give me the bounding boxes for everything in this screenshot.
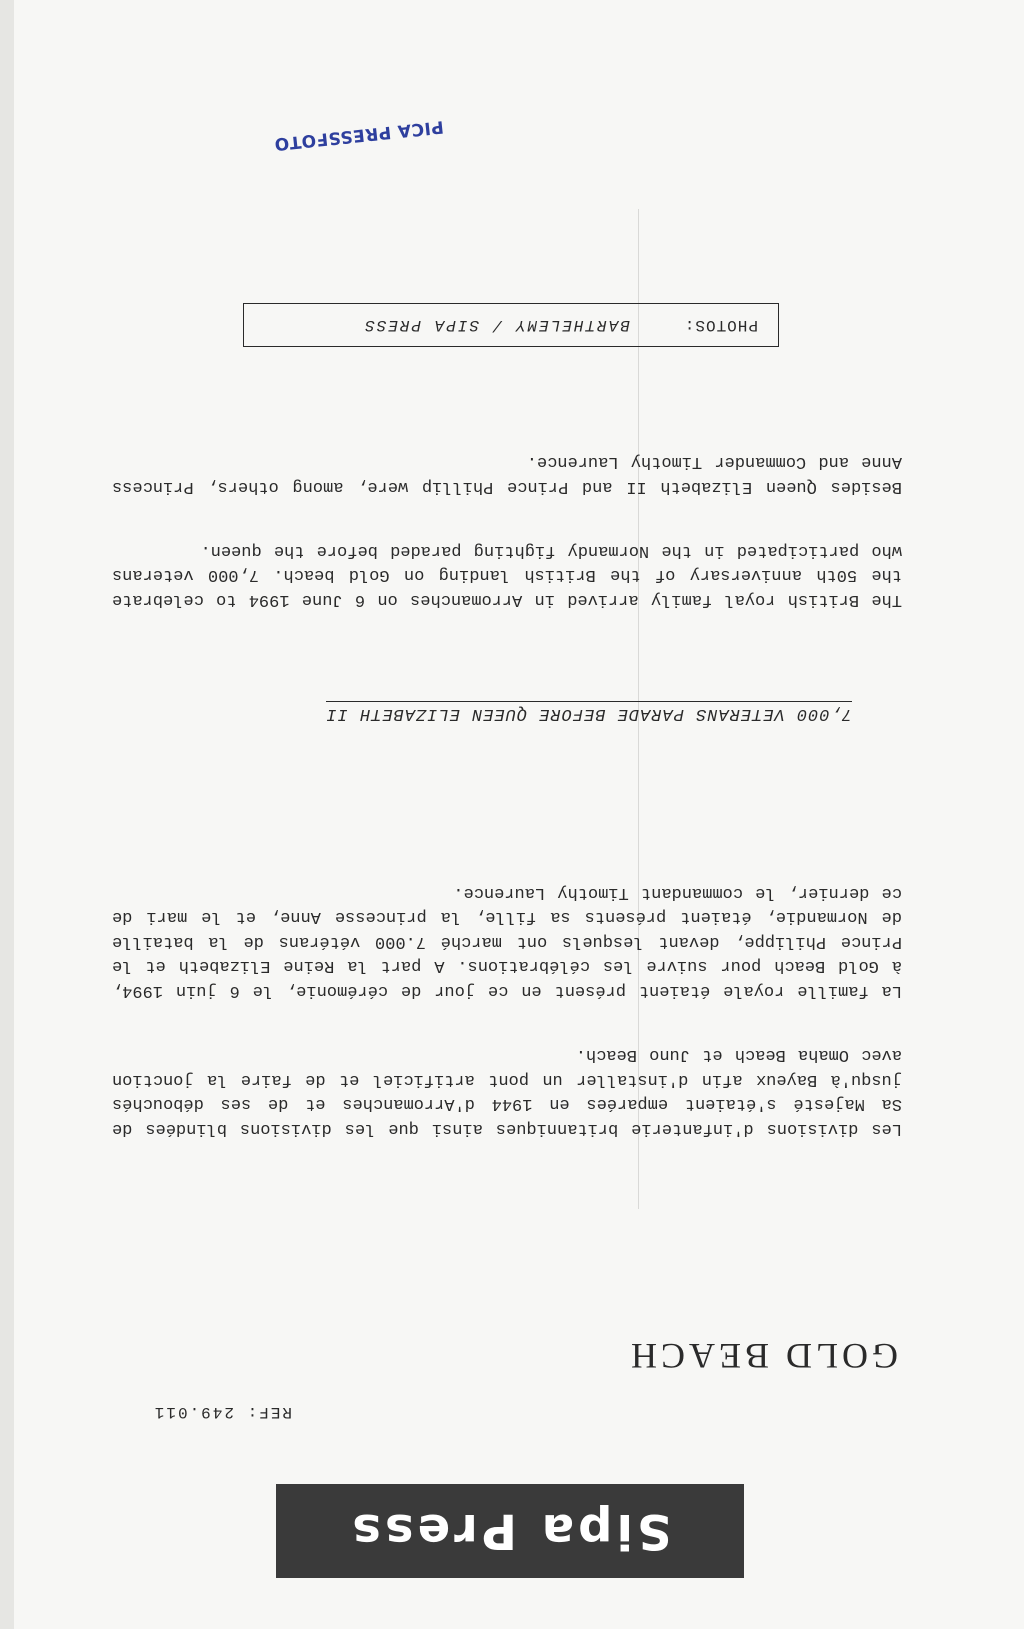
- credits-label: PHOTOS:: [683, 316, 758, 334]
- french-paragraph-2: La famille royale étaient présent en ce jour de cérémonie, le 6 juin 1994, à Gold Beach pour suivre les célébrations. A part la Reine Elizabeth et le Prince Philippe, devant lesquels ont marché 7.000 vétérans de la bataille de Normandie, étaient présents sa fille, la princesse Anne, et le mari de ce dernier, le commandant Timothy Laurence.: [112, 883, 902, 1000]
- english-headline: 7,000 VETERANS PARADE BEFORE QUEEN ELIZABETH II: [326, 701, 852, 723]
- page-edge: [0, 0, 14, 1629]
- english-paragraph-2: Besides Queen Elizabeth II and Prince Phillip were, among others, Princess Anne and Commander Timothy Laurence.: [112, 452, 902, 496]
- reference-number: REF: 249.011: [152, 1403, 292, 1421]
- logo-text: Sipa Press: [348, 1503, 672, 1559]
- sipa-press-logo: [276, 1484, 744, 1578]
- credits-value: BARTHELEMY / SIPA PRESS: [363, 316, 630, 334]
- pica-pressfoto-stamp: PICA PRESSFOTO: [273, 116, 445, 154]
- french-paragraph-1: Les divisions d'infanterie britanniques ainsi que les divisions blindées de Sa Majesté s'étaient emparées en 1944 d'Arromanches et de ses débouchés jusqu'à Bayeux afin d'installer un pont artificiel et de faire la jonction avec Omaha Beach et Juno Beach.: [112, 1045, 902, 1138]
- photo-credits-box: [243, 303, 779, 347]
- document-title: GOLD BEACH: [627, 1336, 898, 1376]
- english-paragraph-1: The British royal family arrived in Arromanches on 6 June 1994 to celebrate the 50th anniversary of the British landing on Gold beach. 7,000 veterans who participated in the Normandy fighting paraded before the queen.: [112, 541, 902, 609]
